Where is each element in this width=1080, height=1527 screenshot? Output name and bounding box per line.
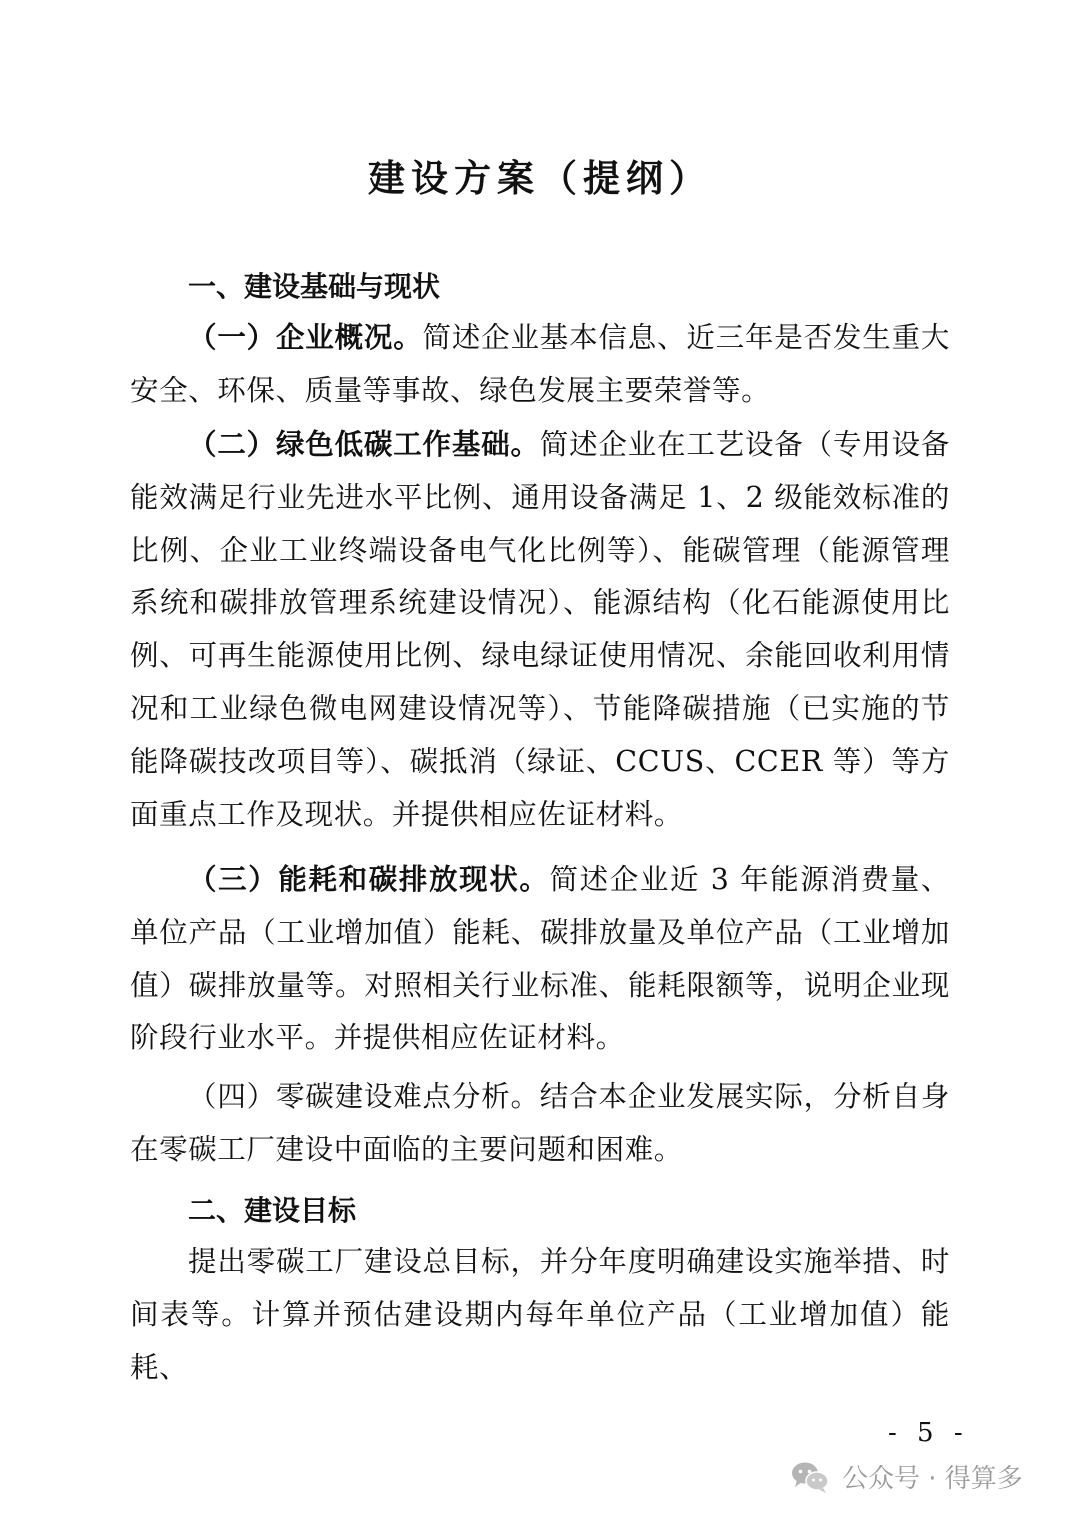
paragraph-text: 简述企业在工艺设备（专用设备能效满足行业先进水平比例、通用设备满足 1、2 级能效标准的比例、企业工业终端设备电气化比例等）、能碳管理（能源管理系统和碳排放管理系统建设情况）、能源结构（化石能源使用比例、可再生能源使用比例、绿电绿证使用情况、余能回收利用情况和工业绿色微电网建设情况等）、节能降碳措施（已实施的节能降碳技改项目等）、碳抵消（绿证、CCUS、CCER 等）等方面重点工作及现状。并提供相应佐证材料。 (130, 428, 951, 831)
paragraph-low-carbon-foundation (130, 419, 950, 841)
section-heading-goals: 二、建设目标 (188, 1194, 357, 1227)
paragraph-text: 简述企业基本信息、近三年是否发生重大安全、环保、质量等事故、绿色发展主要荣誉等。 (130, 321, 950, 407)
paragraph-lead: （二）绿色低碳工作基础。 (188, 428, 540, 461)
paragraph-lead: （一）企业概况。 (188, 321, 423, 354)
paragraph-energy-carbon-status (130, 854, 950, 1065)
page-number: - 5 - (888, 1418, 969, 1448)
section-heading-basis: 一、建设基础与现状 (188, 270, 441, 303)
page-title: 建设方案（提纲） (368, 157, 712, 200)
paragraph-difficulty-analysis: （四）零碳建设难点分析。结合本企业发展实际，分析自身在零碳工厂建设中面临的主要问题和困难。 (130, 1080, 950, 1166)
paragraph-lead: （三）能耗和碳排放现状。 (188, 863, 550, 896)
watermark (790, 1458, 1023, 1495)
paragraph-text: 简述企业近 3 年能源消费量、单位产品（工业增加值）能耗、碳排放量及单位产品（工业增加值）碳排放量等。对照相关行业标准、能耗限额等，说明企业现阶段行业水平。并提供相应佐证材料。 (130, 863, 950, 1055)
paragraph-company-overview (130, 312, 950, 418)
wechat-icon (790, 1460, 830, 1494)
paragraph-goals: 提出零碳工厂建设总目标，并分年度明确建设实施举措、时间表等。计算并预估建设期内每年单位产品（工业增加值）能耗、 (130, 1245, 950, 1384)
watermark-text: 公众号 · 得算多 (842, 1464, 1023, 1494)
